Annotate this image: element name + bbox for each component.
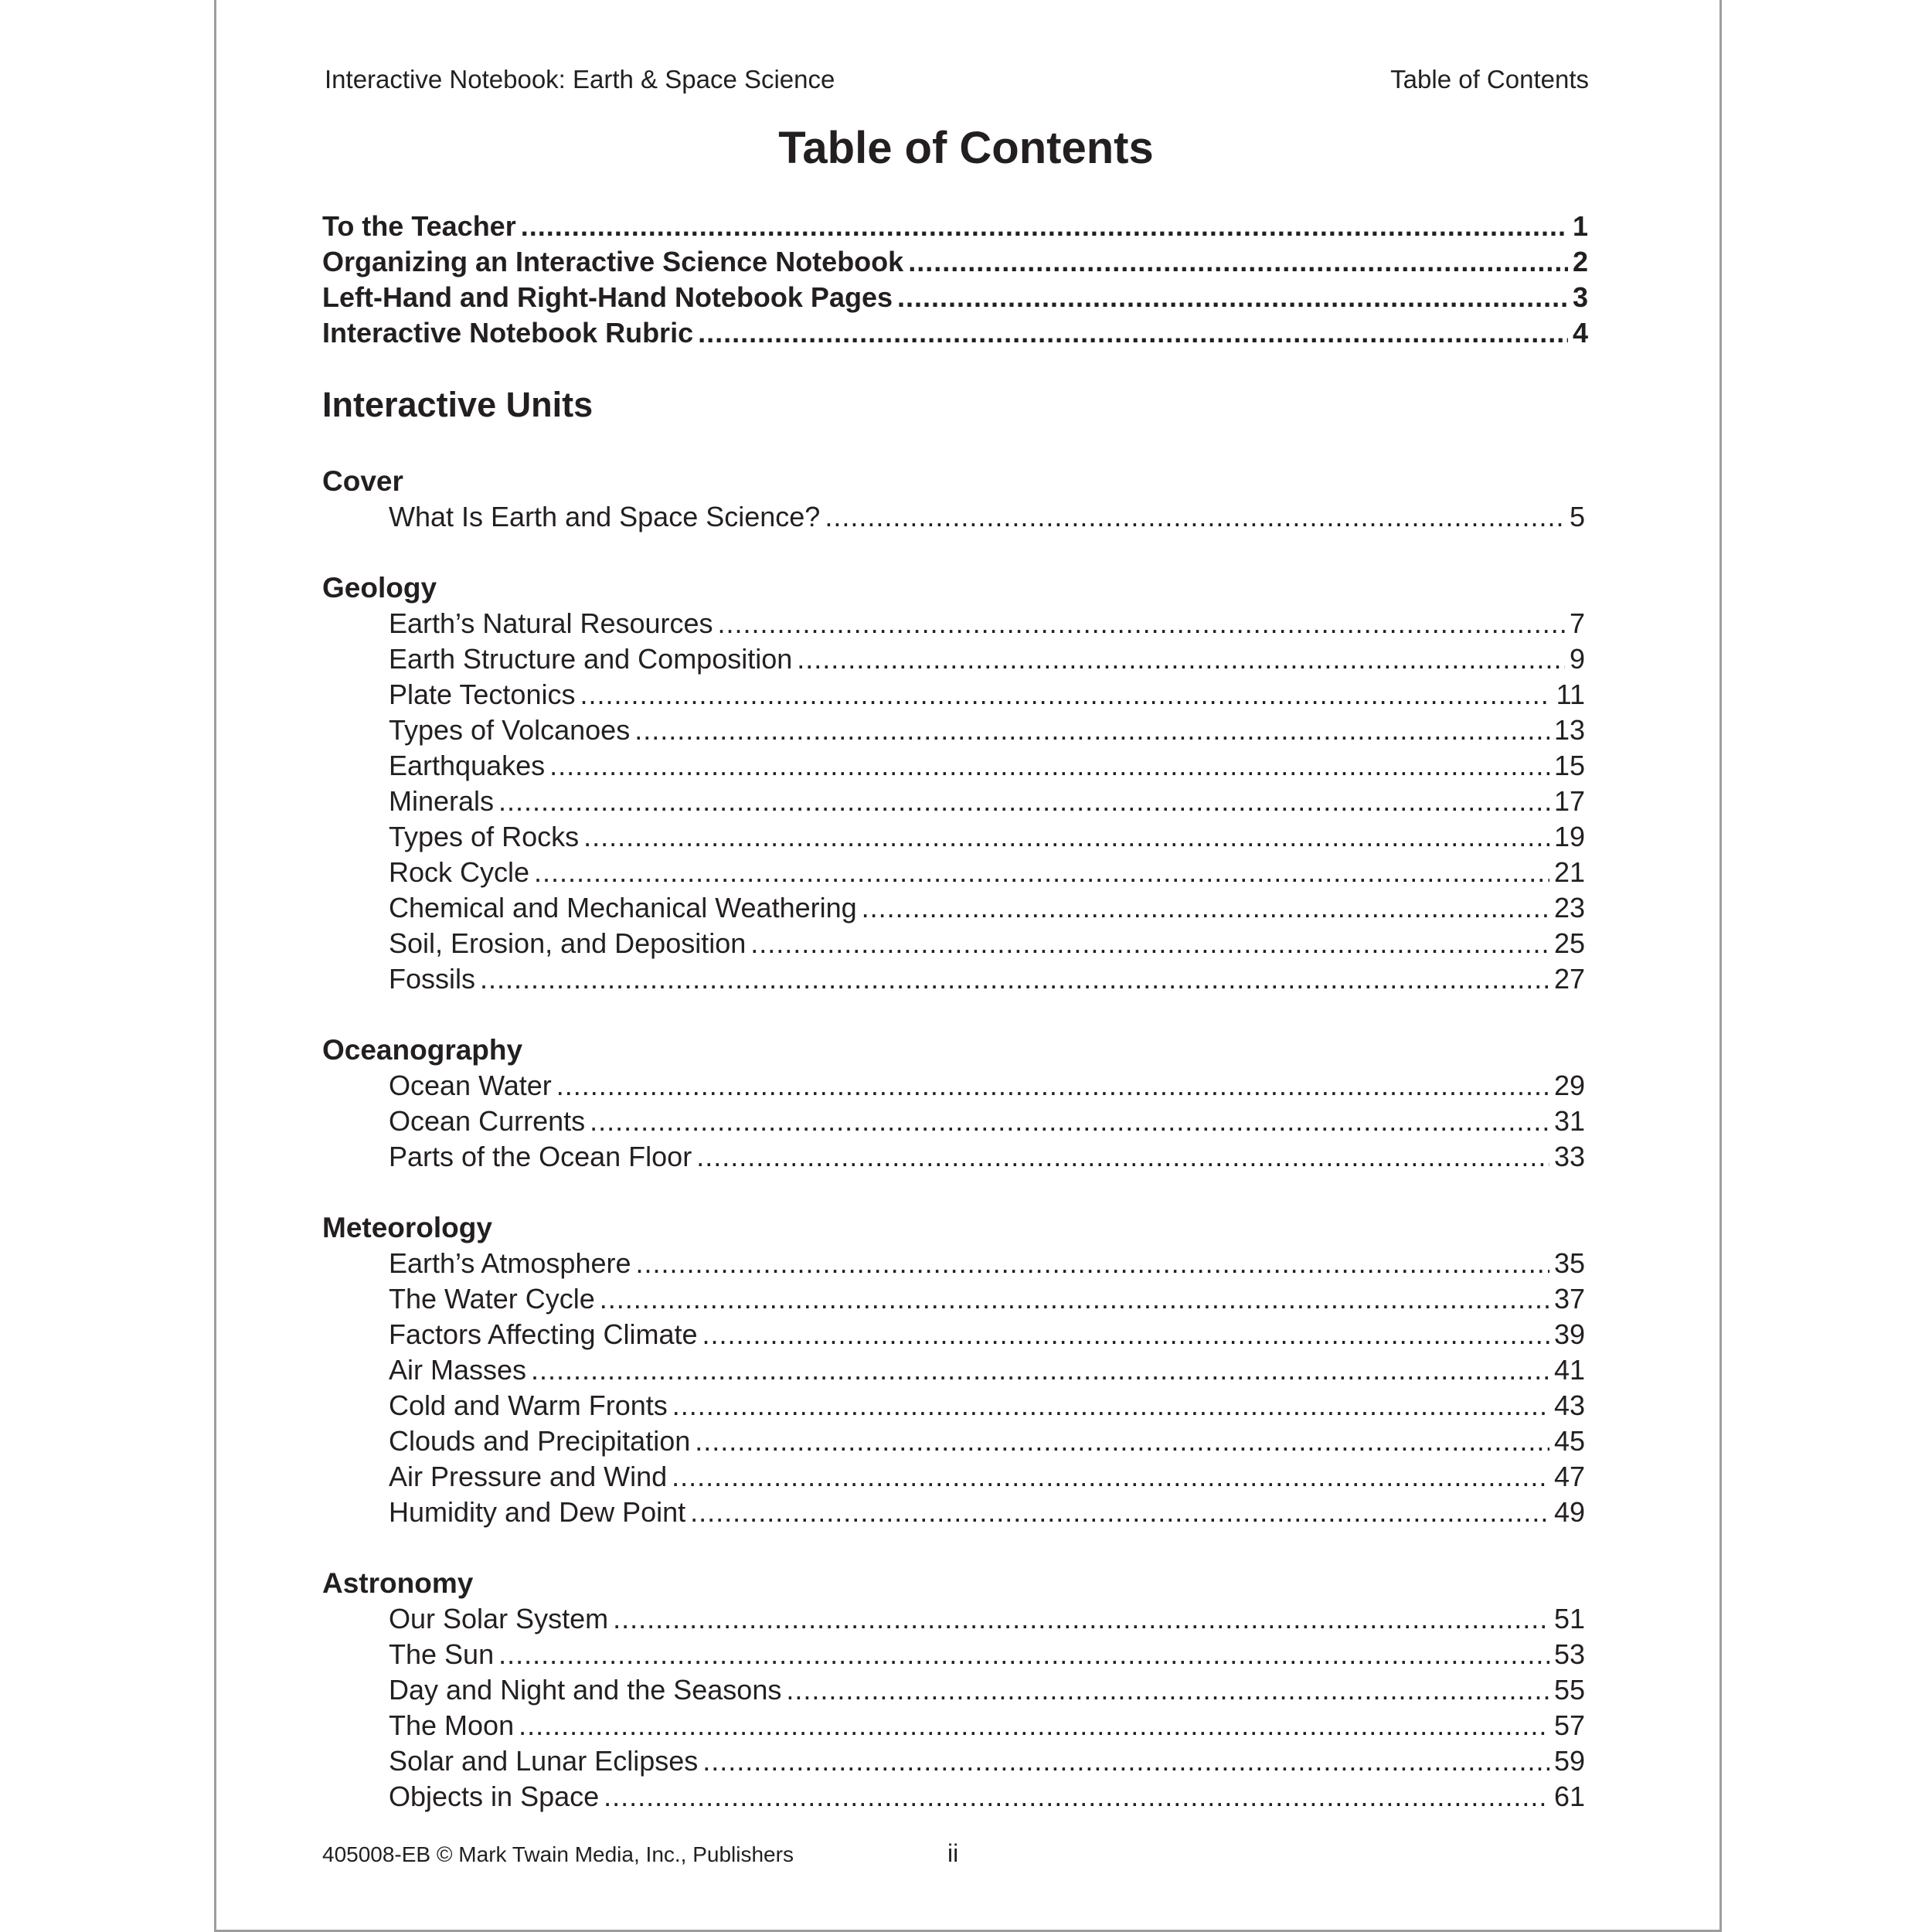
toc-entry-title: Ocean Currents — [389, 1105, 586, 1137]
unit-section — [322, 570, 1585, 997]
toc-entry — [322, 926, 1585, 961]
dot-leader — [480, 961, 1549, 997]
toc-entry-page: 43 — [1553, 1389, 1585, 1421]
toc-entry-page: 1 — [1572, 210, 1588, 242]
toc-entry-title: Solar and Lunar Eclipses — [389, 1745, 699, 1777]
dot-leader — [702, 1743, 1549, 1779]
dot-leader — [718, 606, 1565, 641]
toc-entry — [322, 1388, 1585, 1423]
dot-leader — [750, 926, 1549, 961]
toc-entry — [322, 1317, 1585, 1352]
dot-leader — [498, 784, 1549, 819]
toc-entry-page: 53 — [1553, 1638, 1585, 1670]
toc-entry-page: 29 — [1553, 1070, 1585, 1101]
toc-entry-title: Rock Cycle — [389, 856, 530, 888]
toc-entry-title: Organizing an Interactive Science Notebook — [322, 246, 904, 277]
dot-leader — [636, 1246, 1549, 1281]
dot-leader — [521, 209, 1568, 244]
toc-entry-title: Earth’s Natural Resources — [389, 607, 713, 639]
toc-entry-page: 11 — [1556, 679, 1585, 710]
toc-entry — [322, 1601, 1585, 1637]
toc-entry-title: Clouds and Precipitation — [389, 1425, 691, 1457]
toc-entry — [322, 1779, 1585, 1815]
toc-entry-page: 61 — [1553, 1781, 1585, 1812]
toc-entry-title: Earthquakes — [389, 750, 546, 781]
section-heading: Meteorology — [322, 1212, 492, 1243]
running-head-left: Interactive Notebook: Earth & Space Science — [325, 65, 835, 94]
front-matter-list — [322, 209, 1588, 351]
dot-leader — [908, 244, 1568, 280]
toc-entry — [322, 315, 1588, 351]
toc-entry-title: Humidity and Dew Point — [389, 1496, 686, 1528]
units-list — [322, 464, 1585, 1850]
toc-entry-title: The Moon — [389, 1709, 515, 1741]
toc-entry-title: What Is Earth and Space Science? — [389, 501, 821, 532]
toc-entry-title: Day and Night and the Seasons — [389, 1674, 782, 1706]
toc-entry-title: The Sun — [389, 1638, 495, 1670]
dot-leader — [613, 1601, 1549, 1637]
toc-entry-page: 49 — [1553, 1496, 1585, 1528]
unit-section — [322, 464, 1585, 535]
toc-entry-page: 57 — [1553, 1709, 1585, 1741]
toc-entry — [322, 677, 1585, 713]
toc-entry-page: 15 — [1553, 750, 1585, 781]
toc-entry-title: Chemical and Mechanical Weathering — [389, 892, 857, 923]
toc-entry-title: Our Solar System — [389, 1603, 609, 1634]
toc-entry-title: Factors Affecting Climate — [389, 1318, 698, 1350]
toc-entry-title: Cold and Warm Fronts — [389, 1389, 668, 1421]
toc-entry-page: 19 — [1553, 821, 1585, 852]
toc-entry-page: 41 — [1553, 1354, 1585, 1386]
toc-entry-title: Air Pressure and Wind — [389, 1461, 668, 1492]
toc-entry — [322, 855, 1585, 890]
toc-entry-title: Minerals — [389, 785, 495, 817]
toc-entry-title: Types of Rocks — [389, 821, 580, 852]
toc-entry-page: 31 — [1553, 1105, 1585, 1137]
dot-leader — [862, 890, 1549, 926]
section-heading: Astronomy — [322, 1567, 474, 1599]
toc-entry — [322, 1743, 1585, 1779]
dot-leader — [672, 1388, 1549, 1423]
dot-leader — [534, 855, 1549, 890]
running-head-right: Table of Contents — [1390, 65, 1589, 94]
toc-entry — [322, 1281, 1585, 1317]
toc-entry — [322, 961, 1585, 997]
toc-entry-title: Air Masses — [389, 1354, 527, 1386]
toc-entry-page: 45 — [1553, 1425, 1585, 1457]
toc-entry — [322, 819, 1585, 855]
dot-leader — [604, 1779, 1549, 1815]
dot-leader — [786, 1672, 1549, 1708]
toc-entry-page: 7 — [1569, 607, 1585, 639]
toc-entry-title: Types of Volcanoes — [389, 714, 631, 746]
unit-section — [322, 1032, 1585, 1175]
unit-section — [322, 1566, 1585, 1815]
toc-entry-title: Soil, Erosion, and Deposition — [389, 927, 747, 959]
toc-entry — [322, 1104, 1585, 1139]
toc-entry — [322, 713, 1585, 748]
dot-leader — [698, 315, 1568, 351]
toc-entry — [322, 499, 1585, 535]
toc-entry-title: Parts of the Ocean Floor — [389, 1141, 692, 1172]
toc-entry-page: 25 — [1553, 927, 1585, 959]
footer-copyright: 405008-EB © Mark Twain Media, Inc., Publishers — [322, 1842, 794, 1866]
dot-leader — [549, 748, 1549, 784]
unit-section — [322, 1210, 1585, 1530]
toc-entry — [322, 748, 1585, 784]
toc-entry — [322, 1423, 1585, 1459]
toc-entry-page: 35 — [1553, 1247, 1585, 1279]
dot-leader — [672, 1459, 1549, 1495]
dot-leader — [690, 1495, 1549, 1530]
dot-leader — [556, 1068, 1549, 1104]
toc-entry-title: To the Teacher — [322, 210, 516, 242]
units-heading: Interactive Units — [322, 385, 594, 424]
dot-leader — [600, 1281, 1549, 1317]
toc-entry-title: Ocean Water — [389, 1070, 552, 1101]
toc-entry — [322, 784, 1585, 819]
toc-entry-title: Fossils — [389, 963, 476, 995]
page-title: Table of Contents — [778, 123, 1154, 173]
dot-leader — [634, 713, 1549, 748]
dot-leader — [498, 1637, 1549, 1672]
dot-leader — [696, 1139, 1549, 1175]
toc-entry-page: 47 — [1553, 1461, 1585, 1492]
dot-leader — [702, 1317, 1549, 1352]
toc-entry-page: 39 — [1553, 1318, 1585, 1350]
toc-entry — [322, 1672, 1585, 1708]
dot-leader — [797, 641, 1565, 677]
dot-leader — [583, 819, 1549, 855]
toc-entry — [322, 1352, 1585, 1388]
footer-page-number: ii — [947, 1839, 959, 1867]
toc-entry-page: 21 — [1553, 856, 1585, 888]
toc-entry — [322, 606, 1585, 641]
toc-entry-page: 51 — [1553, 1603, 1585, 1634]
toc-entry-title: Left-Hand and Right-Hand Notebook Pages — [322, 281, 893, 313]
toc-entry-page: 27 — [1553, 963, 1585, 995]
toc-entry-page: 17 — [1553, 785, 1585, 817]
toc-entry-title: Earth’s Atmosphere — [389, 1247, 631, 1279]
toc-entry — [322, 244, 1588, 280]
toc-entry — [322, 1139, 1585, 1175]
toc-entry — [322, 641, 1585, 677]
toc-entry-page: 2 — [1572, 246, 1588, 277]
toc-entry-title: Earth Structure and Composition — [389, 643, 793, 675]
toc-entry-page: 55 — [1553, 1674, 1585, 1706]
section-heading: Oceanography — [322, 1034, 523, 1066]
dot-leader — [580, 677, 1551, 713]
toc-entry-page: 37 — [1553, 1283, 1585, 1315]
toc-entry-title: Objects in Space — [389, 1781, 600, 1812]
toc-entry-title: Interactive Notebook Rubric — [322, 317, 694, 349]
dot-leader — [897, 280, 1568, 315]
toc-entry — [322, 890, 1585, 926]
section-heading: Geology — [322, 572, 437, 604]
toc-entry-page: 33 — [1553, 1141, 1585, 1172]
toc-entry-page: 3 — [1572, 281, 1588, 313]
dot-leader — [825, 499, 1565, 535]
toc-entry-page: 13 — [1553, 714, 1585, 746]
dot-leader — [695, 1423, 1549, 1459]
toc-entry-page: 5 — [1569, 501, 1585, 532]
toc-entry — [322, 1708, 1585, 1743]
toc-entry-title: The Water Cycle — [389, 1283, 595, 1315]
dot-leader — [519, 1708, 1549, 1743]
toc-entry-page: 4 — [1572, 317, 1588, 349]
toc-entry — [322, 1068, 1585, 1104]
toc-entry-page: 59 — [1553, 1745, 1585, 1777]
toc-entry — [322, 1246, 1585, 1281]
toc-entry — [322, 1637, 1585, 1672]
dot-leader — [590, 1104, 1549, 1139]
toc-entry — [322, 280, 1588, 315]
toc-entry-title: Plate Tectonics — [389, 679, 576, 710]
toc-entry-page: 23 — [1553, 892, 1585, 923]
toc-entry — [322, 209, 1588, 244]
dot-leader — [531, 1352, 1549, 1388]
section-heading: Cover — [322, 465, 403, 497]
toc-entry — [322, 1495, 1585, 1530]
toc-entry-page: 9 — [1569, 643, 1585, 675]
toc-entry — [322, 1459, 1585, 1495]
